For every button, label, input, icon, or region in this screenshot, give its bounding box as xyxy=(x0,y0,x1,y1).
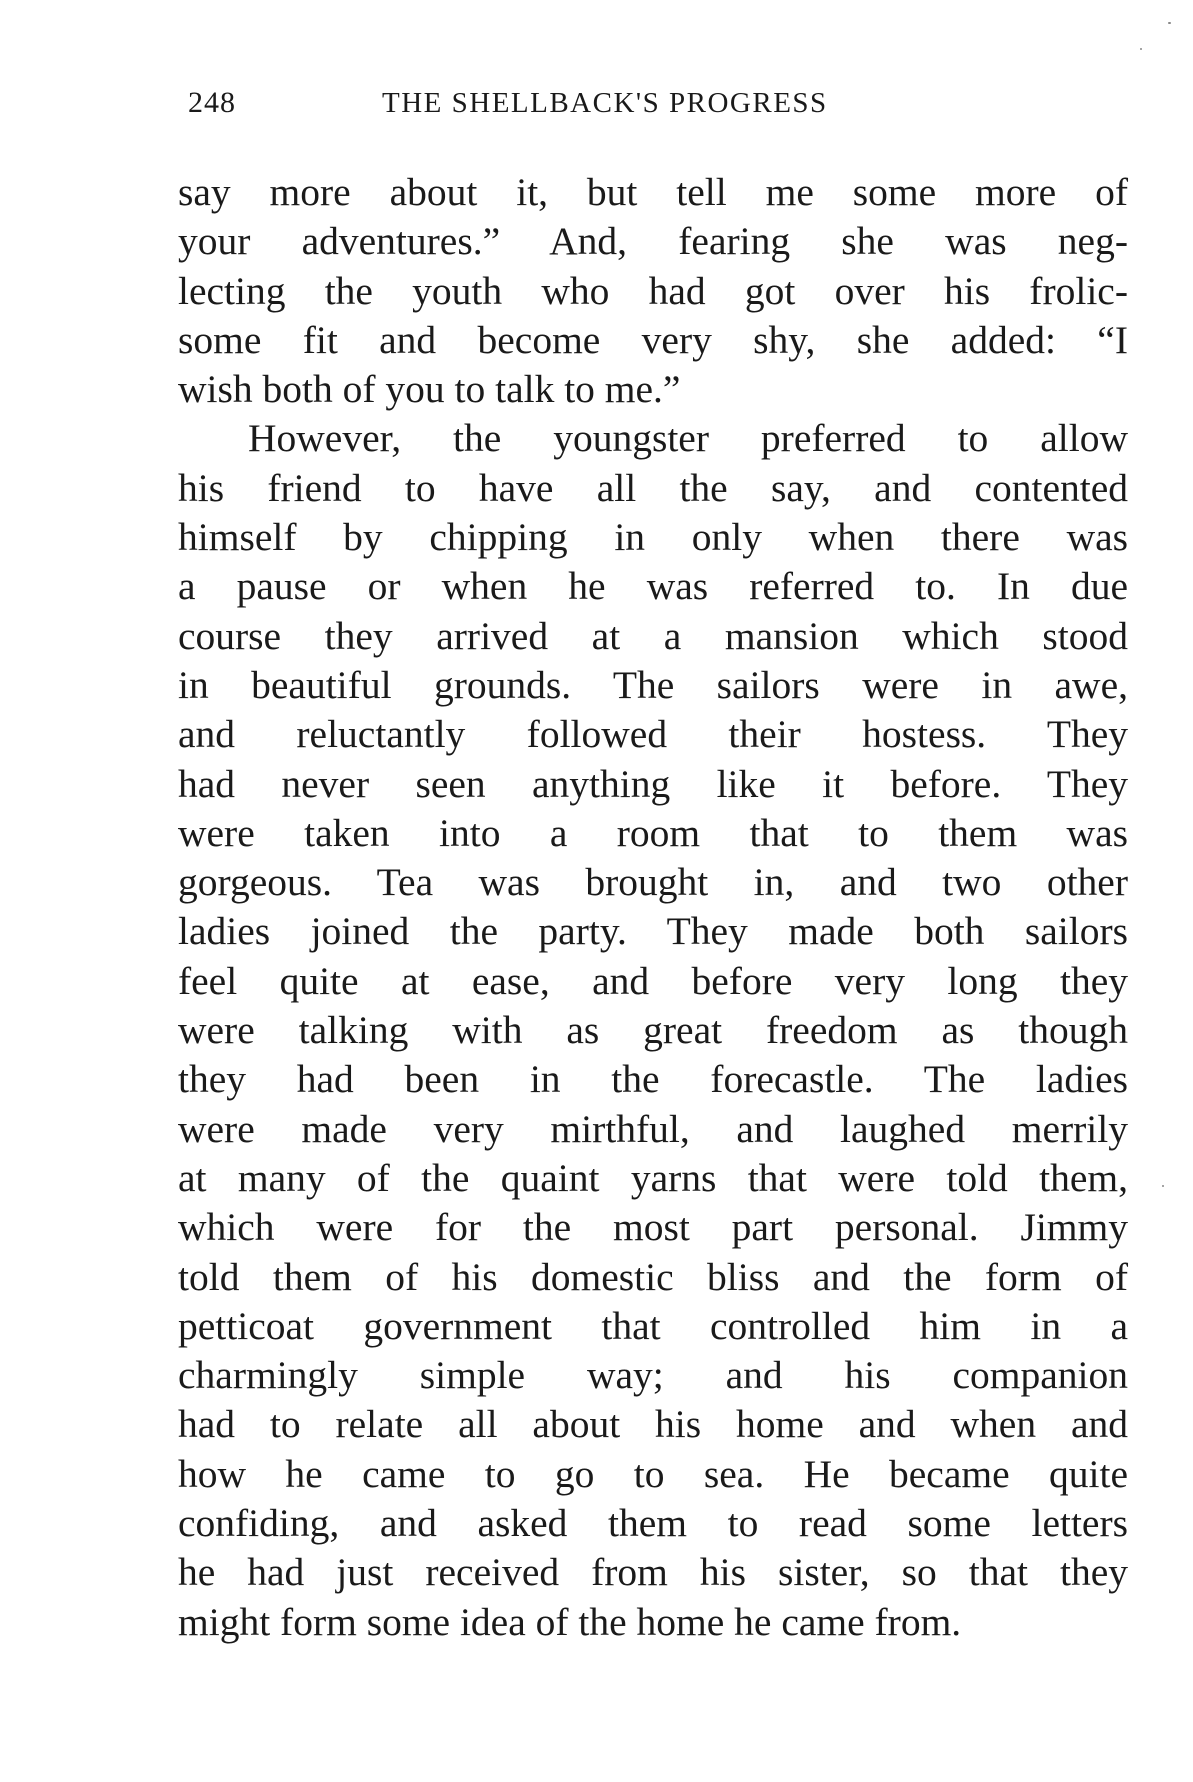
text-line: were talking with as great freedom as though xyxy=(178,1008,1128,1053)
text-line: told them of his domestic bliss and the form of xyxy=(178,1254,1128,1299)
running-title: THE SHELLBACK'S PROGRESS xyxy=(382,87,828,119)
text-line: might form some idea of the home he came from. xyxy=(178,1599,962,1644)
text-line: ladies joined the party. They made both sailors xyxy=(178,909,1128,954)
paragraph-2 xyxy=(178,414,1128,1646)
text-line: and reluctantly followed their hostess. They xyxy=(178,712,1128,757)
page-number: 248 xyxy=(188,86,236,119)
scan-speck xyxy=(1140,48,1142,50)
text-line: confiding, and asked them to read some letters xyxy=(178,1501,1128,1546)
text-line: they had been in the forecastle. The ladies xyxy=(178,1057,1128,1102)
scan-speck xyxy=(1168,22,1171,24)
text-line: he had just received from his sister, so that they xyxy=(178,1550,1128,1595)
text-line: feel quite at ease, and before very long they xyxy=(178,958,1128,1003)
text-line: However, the youngster preferred to allow xyxy=(248,416,1128,461)
text-line: which were for the most part personal. Jimmy xyxy=(178,1205,1128,1250)
text-line: in beautiful grounds. The sailors were in awe, xyxy=(178,662,1128,707)
text-line: were made very mirthful, and laughed merrily xyxy=(178,1106,1128,1151)
text-line: lecting the youth who had got over his frolic- xyxy=(178,268,1128,313)
text-line: wish both of you to talk to me.” xyxy=(178,367,681,412)
text-line: how he came to go to sea. He became quite xyxy=(178,1451,1128,1496)
text-line: your adventures.” And, fearing she was neg- xyxy=(178,219,1128,264)
text-line: gorgeous. Tea was brought in, and two other xyxy=(178,860,1128,905)
scan-speck xyxy=(1162,1185,1164,1187)
text-line: had to relate all about his home and when and xyxy=(178,1402,1128,1447)
text-line: himself by chipping in only when there was xyxy=(178,515,1128,560)
text-line: had never seen anything like it before. They xyxy=(178,761,1128,806)
running-head xyxy=(188,78,968,128)
text-line: were taken into a room that to them was xyxy=(178,810,1128,855)
text-line: course they arrived at a mansion which stood xyxy=(178,613,1128,658)
text-line: a pause or when he was referred to. In due xyxy=(178,564,1128,609)
body-text xyxy=(178,168,1128,1647)
text-line: petticoat government that controlled him in a xyxy=(178,1303,1128,1348)
text-line: at many of the quaint yarns that were told them, xyxy=(178,1155,1128,1200)
text-line: some fit and become very shy, she added: “I xyxy=(178,317,1128,362)
text-line: say more about it, but tell me some more of xyxy=(178,170,1128,214)
text-line: his friend to have all the say, and contented xyxy=(178,465,1128,510)
text-line: charmingly simple way; and his companion xyxy=(178,1353,1128,1398)
paragraph-1 xyxy=(178,168,1128,414)
